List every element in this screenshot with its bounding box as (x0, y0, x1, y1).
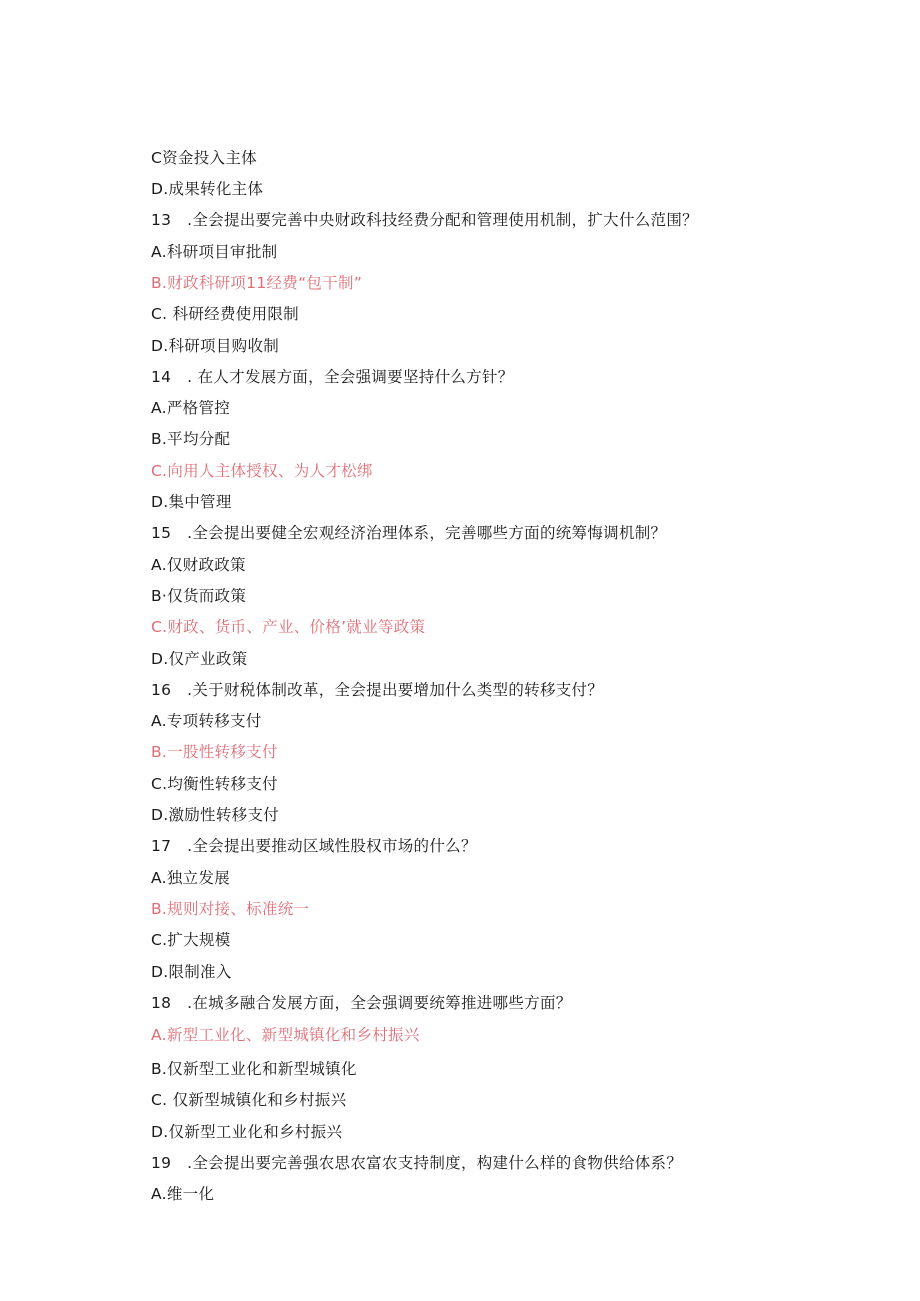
correct-option-text: B.规则对接、标准统一 (151, 900, 310, 918)
question-text: 17 .全会提出要推动区域性股权市场的什么？ (151, 837, 477, 855)
option-text: C. 仅新型城镇化和乡村振兴 (151, 1091, 347, 1109)
option-text: D.仅产业政策 (151, 650, 248, 668)
option-text: B.仅新型工业化和新型城镇化 (151, 1060, 357, 1078)
option-text: D.科研项目购收制 (151, 337, 280, 355)
option-text: C资金投入主体 (151, 149, 257, 167)
option-text: A.维一化 (151, 1185, 215, 1203)
question-text: 14 . 在人才发展方面，全会强调要坚持什么方针？ (151, 368, 514, 386)
option-text: D.集中管理 (151, 493, 232, 511)
option-text: D.限制准入 (151, 963, 232, 981)
option-text: B·仅货而政策 (151, 587, 247, 605)
correct-option-text: B.一股性转移支付 (151, 743, 278, 761)
option-text: C.均衡性转移支付 (151, 775, 278, 793)
option-text: A.严格管控 (151, 399, 231, 417)
option-text: D.成果转化主体 (151, 180, 264, 198)
option-text: A.专项转移支付 (151, 712, 262, 730)
option-text: D.激励性转移支付 (151, 806, 280, 824)
correct-option-text: A.新型工业化、新型城镇化和乡村振兴 (151, 1026, 420, 1044)
question-text: 18 .在城多融合发展方面，全会强调要统筹推进哪些方面？ (151, 994, 572, 1012)
question-text: 16 .关于财税体制改革，全会提出要增加什么类型的转移支付？ (151, 681, 604, 699)
question-text: 15 .全会提出要健全宏观经济治理体系，完善哪些方面的统筹悔调机制？ (151, 524, 667, 542)
option-text: A.仅财政政策 (151, 556, 246, 574)
question-text: 19 .全会提出要完善强农思农富农支持制度，构建什么样的食物供给体系？ (151, 1154, 683, 1172)
option-text: D.仅新型工业化和乡村振兴 (151, 1123, 343, 1141)
option-text: A.科研项目审批制 (151, 243, 278, 261)
option-text: C.扩大规模 (151, 931, 231, 949)
option-text: C. 科研经费使用限制 (151, 305, 299, 323)
correct-option-text: B.财政科研项11经费“包干制” (151, 274, 363, 292)
option-text: B.平均分配 (151, 430, 231, 448)
correct-option-text: C.财政、货币、产业、价格’就业等政策 (151, 618, 426, 636)
correct-option-text: C.向用人主体授权、为人才松绑 (151, 462, 373, 480)
option-text: A.独立发展 (151, 869, 231, 887)
question-text: 13 .全会提出要完善中央财政科技经费分配和管理使用机制，扩大什么范围？ (151, 211, 698, 229)
